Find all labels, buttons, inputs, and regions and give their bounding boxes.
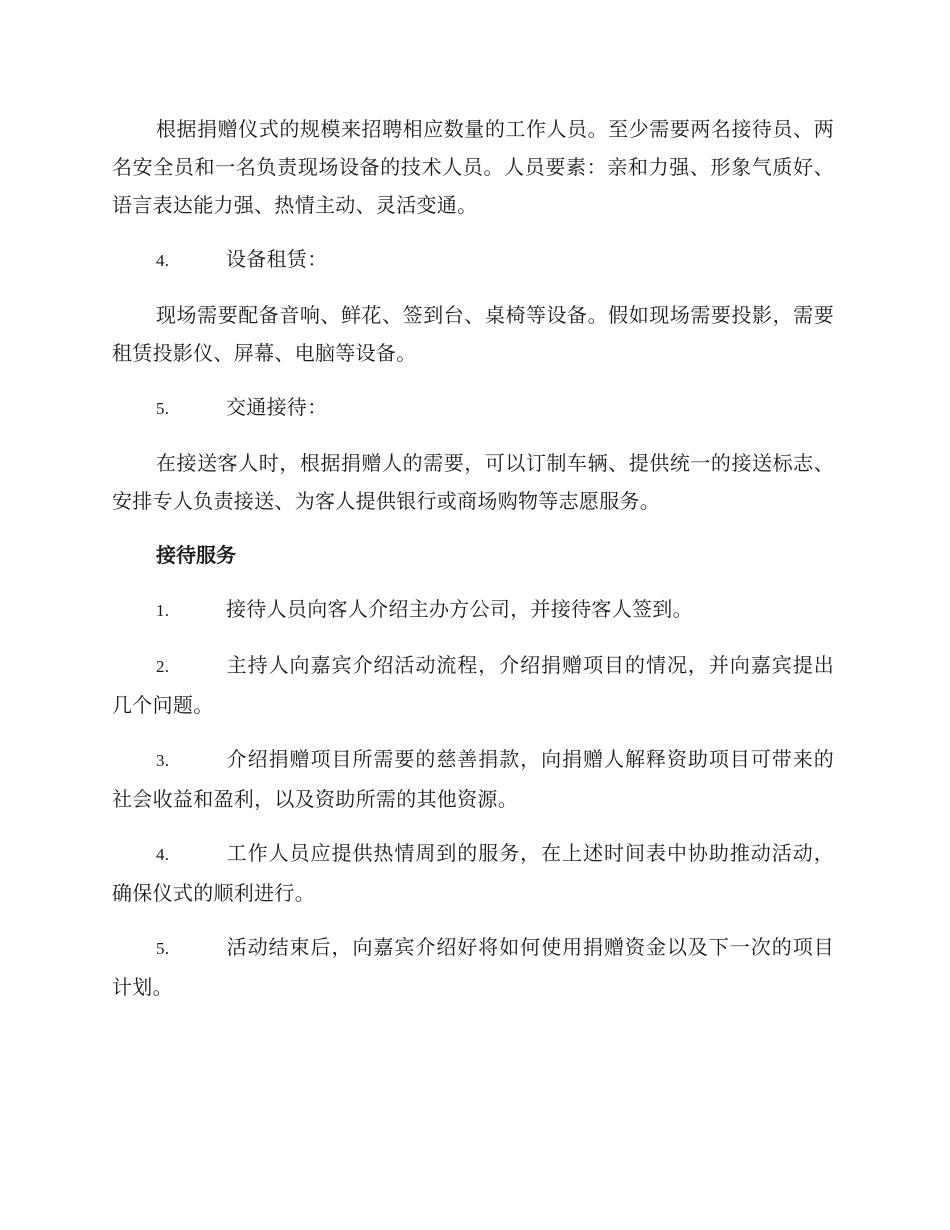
- list-item-text: 接待人员向客人介绍主办方公司，并接待客人签到。: [226, 597, 693, 621]
- list-item: [112, 740, 834, 818]
- section-title: 设备租赁：: [226, 247, 328, 271]
- list-item: [112, 834, 834, 912]
- list-item-text: 介绍捐赠项目所需要的慈善捐款，向捐赠人解释资助项目可带来的社会收益和盈利，以及资助所需的其他资源。: [112, 747, 834, 811]
- section-title: 交通接待：: [226, 395, 328, 419]
- list-item-text: 工作人员应提供热情周到的服务，在上述时间表中协助推动活动，确保仪式的顺利进行。: [112, 841, 834, 905]
- section-number: 5.: [156, 399, 170, 418]
- list-item-number: 3.: [156, 751, 170, 770]
- list-item-number: 4.: [156, 845, 170, 864]
- intro-paragraph: 根据捐赠仪式的规模来招聘相应数量的工作人员。至少需要两名接待员、两名安全员和一名负责现场设备的技术人员。人员要素：亲和力强、形象气质好、语言表达能力强、热情主动、灵活变通。: [112, 117, 834, 217]
- list-item-number: 5.: [156, 939, 170, 958]
- list-item: [112, 928, 834, 1006]
- document-content: [112, 110, 834, 1022]
- section-transport-body: 在接送客人时，根据捐赠人的需要，可以订制车辆、提供统一的接送标志、安排专人负责接送、为客人提供银行或商场购物等志愿服务。: [112, 451, 834, 513]
- section-equipment-heading: [112, 240, 834, 280]
- list-item: [112, 646, 834, 724]
- list-item-number: 1.: [156, 601, 170, 620]
- section-transport-heading: [112, 388, 834, 428]
- section-number: 4.: [156, 251, 170, 270]
- list-item-number: 2.: [156, 657, 170, 676]
- reception-heading: 接待服务: [156, 543, 236, 567]
- list-item: [112, 590, 834, 630]
- list-item-text: 活动结束后，向嘉宾介绍好将如何使用捐赠资金以及下一次的项目计划。: [112, 935, 834, 999]
- section-equipment-body: 现场需要配备音响、鲜花、签到台、桌椅等设备。假如现场需要投影，需要租赁投影仪、屏幕、电脑等设备。: [112, 303, 834, 365]
- list-item-text: 主持人向嘉宾介绍活动流程，介绍捐赠项目的情况，并向嘉宾提出几个问题。: [112, 653, 834, 717]
